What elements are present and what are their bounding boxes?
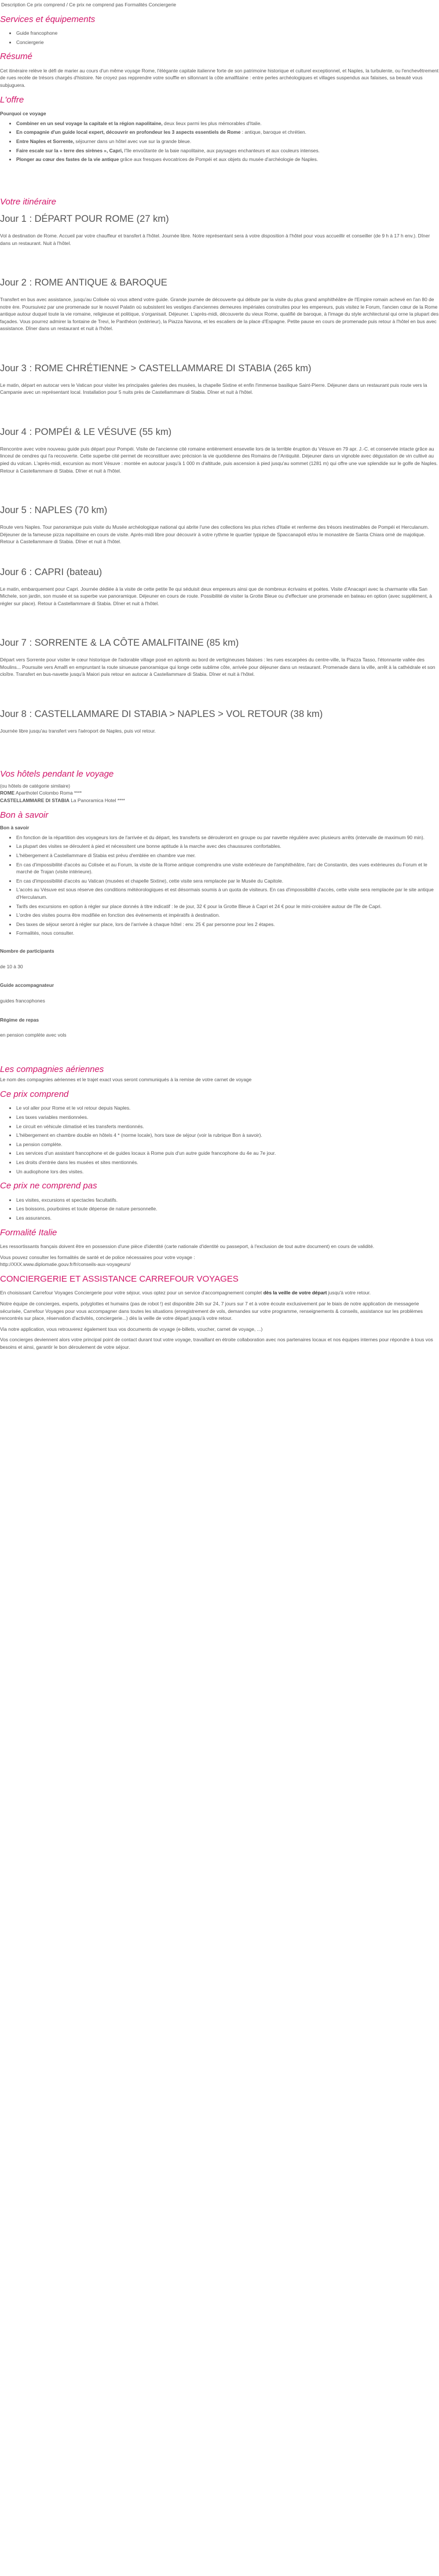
day-title: Jour 8 : CASTELLAMMARE DI STABIA > NAPLES > VOL RETOUR (38 km) [0,708,323,719]
hotels-note: (ou hôtels de catégorie similaire) [0,782,71,789]
conciergerie-p4: Vos concierges deviennent alors votre principal point de contact durant tout votre voyage, travaillant en étroite collaboration avec nos partenaires locaux et nos équipes internes pour répondre à tous vos besoins et ainsi, garantir le bon déroulement de votre séjour. [0,1337,433,1351]
day-text: Journée libre jusqu'au transfert vers l'aéroport de Naples, puis vol retour. [0,727,156,734]
day-8 [0,707,439,734]
day-text: Le matin, départ en autocar vers le Vatican pour visiter les principales galeries des musées, la chapelle Sixtine et enfin l'immense basilique Saint-Pierre. Déjeuner dans un restaurant puis route vers la Campanie avec un représentant local. Installation pour 5 nuits près de Castellammare di Stabia. Dîner et nuit à l'hôtel. [0,382,427,396]
compagnies-title: Les compagnies aériennes [0,1064,104,1074]
conciergerie-p2: Notre équipe de concierges, experts, polyglottes et humains (pas de robot !) est disponible 24h sur 24, 7 jours sur 7 et à votre écoute exclusivement par le biais de notre application de messagerie sécurisée, Carrefour Voyages pour vous accompagner dans toutes les situations (enregistrement de vols, demandes sur votre programme, renseignements & conseils, assistance sur les problèmes rencontrés sur place, réservation d'activités, conciergerie...) dès la veille de votre départ jusqu'à votre retour. [0,1300,423,1322]
conciergerie-section [0,1273,439,1351]
list-item: • Tarifs des excursions en option à régler sur place donnés à titre indicatif : le de jour, 32 € pour la Grotte Bleue à Capri et 24 € pour le mini-croisière autour de l'île de Capri. [16,903,439,910]
resume-text: Cet itinéraire relève le défi de marier au cours d'un même voyage Rome, l'élégante capitale italienne forte de son patrimoine historique et culturel exceptionnel, et Naples, la turbulente, ou l'enchevêtrement de rues recèle de trésors chargés d'histoire. Ne croyez pas repprendre votre souffle en sillonnant la côte amalfitaine : entre perles archéologiques et villages suspendus aux falaises, sa beauté vous subjuguera. [0,67,439,89]
bonasavoir-section [0,809,439,937]
day-text: Route vers Naples. Tour panoramique puis visite du Musée archéologique national qui abrite l'une des collections les plus riches d'Italie et renferme des trésors inestimables de Pompéi et Herculanum. Déjeuner de la fameuse pizza napolitaine en cours de visite. Après-midi libre pour découvrir à votre rythme le quartier typique de Spaccanapoli et/ou le monastère de Santa Chiara orné de majolique. Retour à Castellammare di Stabia. Dîner et nuit à l'hôtel. [0,524,429,545]
list-item: • La plupart des visites se déroulent à pied et nécessitent une bonne aptitude à la marche avec des chaussures confortables. [16,843,439,850]
itineraire-section [0,196,439,735]
day-title: Jour 6 : CAPRI (bateau) [0,566,103,577]
day-text: Le matin, embarquement pour Capri. Journée dédiée à la visite de cette petite île qui séduisit deux empereurs ainsi que de nombreux écrivains et poètes. Visite d'Anacapri avec la charmante villa San Michele, son jardin, son musée et sa superbe vue panoramique. Déjeuner en cours de route. Possibilité de visiter la Grotte Bleue ou d'effectuer une promenade en bateau en option (avec supplément, à régler sur place). Retour à Castellammare di Stabia. Dîner et nuit à l'hôtel. [0,586,432,606]
list-item: • La pension complète. [16,1141,439,1148]
hotel-line [0,797,439,804]
offre-item-text: grâce aux fresques évocatrices de Pompéi et aux objets du musée d'archéologie de Naples. [119,156,319,163]
participants-section [0,947,439,970]
formalite-title: Formalité Italie [0,1227,57,1238]
guide-label: Guide accompagnateur [0,982,54,989]
day-text: Départ vers Sorrente pour visiter le cœur historique de l'adorable village posé en aplomb au bord de vertigineuses falaises : les rues escarpées du centre-ville, la Piazza Tasso, l'étonnante vallée des Moulins... Poursuite vers Amalfi en empruntant la route sinueuse panoramique qui longe cette sublime côte, arrivée pour déjeuner dans un restaurant. Promenade dans la ville, arrêt à la cathédrale et son cloître. Transfert en bus-navette jusqu'à Maiori puis retour en autocar à Castellammare di Stabia. Dîner et nuit à l'hôtel. [0,657,436,678]
hotel-city: CASTELLAMMARE DI STABIA [0,797,69,804]
offre-item-text: deux lieux parmi les plus mémorables d'Italie. [162,120,262,126]
list-item: • Les assurances. [16,1214,439,1222]
list-item: • En fonction de la répartition des voyageurs lors de l'arrivée et du départ, les transferts se dérouleront en groupe ou par navette régulière avec plusieurs arrêts (intervalle de maximum 90 min). [16,834,439,841]
hotel-line [0,789,439,797]
conciergerie-p3: Via notre application, vous retrouverez également tous vos documents de voyage (e-billets, voucher, carnet de voyage, ...) [0,1326,263,1332]
formalite-text-1: Les ressortissants français doivent être en possession d'une pièce d'identité (carte nationale d'identité ou passeport, à l'exclusion de tout autre document) en cours de validité. [0,1243,375,1250]
necomprend-list [0,1196,439,1222]
offre-item-text: séjourner dans un hôtel avec vue sur la grande bleue. [74,138,192,144]
offre-item-text: : antique, baroque et chrétien. [240,129,306,136]
itineraire-title: Votre itinéraire [0,196,56,207]
list-item: • Formalités, nous consulter. [16,930,439,937]
day-text: Transfert en bus avec assistance, jusqu'au Colisée où vous attend votre guide. Grande journée de découverte qui débute par la visite du plus grand amphithéâtre de l'Empire romain achevé en l'an 80 de notre ère. Poursuivez par une promenade sur le nouvel Palatin où subsistent les vestiges d'anciennes demeures impériales construites pour les empereurs, puis visitez le Forum, l'ancien cœur de la Rome antique autour duquel toute la vie romaine, religieuse et politique, s'organisait. Déjeuner. L'après-midi, découverte du vieux Rome, qualifié de baroque, à l'image du style architectural qui orne la plupart des façades. Vous pourrez admirer la fontaine de Trevi, le Panthéon (extérieur), la Piazza Navona, et les escaliers de la place d'Espagne. Petite pause en cours de promenade puis retour à l'hôtel en bus avec assistance. Dîner dans un restaurant et nuit à l'hôtel. [0,297,439,332]
necomprend-title: Ce prix ne comprend pas [0,1181,97,1191]
list-item [16,147,439,155]
offre-item-bold: Combiner en un seul voyage la capitale et la région napolitaine, [16,120,163,126]
offre-item-bold: Faire escale sur la « terre des sirènes », Capri, [16,147,123,153]
regime-value: en pension complète avec vols [0,1032,67,1038]
day-title: Jour 1 : DÉPART POUR ROME (27 km) [0,214,169,225]
hotel-name: La Panoramica Hotel **** [71,797,125,804]
day-title: Jour 2 : ROME ANTIQUE & BAROQUE [0,277,167,288]
services-title: Services et équipements [0,14,96,24]
list-item: • Des taxes de séjour seront à régler sur place, lors de l'arrivée à chaque hôtel : env. 25 € par personne pour les 2 étapes. [16,921,439,928]
list-item [16,138,439,145]
day-text: Rencontre avec votre nouveau guide puis départ pour Pompéi. Visite de l'ancienne cité romaine entièrement ensevelie lors de la terrible éruption du Vésuve en 79 apr. J.-C. et conservée intacte grâce au linceul de cendres qui l'a recouverte. Cette superbe cité permet de reconstituer avec précision la vie quotidienne des Romains de l'Antiquité. Déjeuner dans un vignoble avec dégustation de vin cultivé au pied du volcan. L'après-midi, excursion au mont Vésuve : montée en autocar jusqu'à 1 000 m d'altitude, puis ascension à pied jusqu'au sommet (1281 m) qui offre une vue splendide sur le golfe de Naples. Retour à Castellammare di Stabia. Dîner et nuit à l'hôtel. [0,445,438,474]
list-item [16,156,439,163]
resume-section [0,50,439,89]
offre-section [0,94,439,163]
day-3 [0,361,439,396]
services-section [0,13,439,46]
day-1 [0,212,439,247]
list-item: • Le vol aller pour Rome et le vol retour depuis Naples. [16,1104,439,1112]
compagnies-text: Le nom des compagnies aériennes et le trajet exact vous seront communiqués à la remise de votre carnet de voyage [0,1077,252,1083]
hotel-city: ROME [0,790,15,796]
description-tabs-line: Description Ce prix comprend / Ce prix ne comprend pas Formalités Conciergerie [1,2,177,8]
participants-label: Nombre de participants [0,948,54,954]
comprend-section [0,1088,439,1175]
list-item: • Les boissons, pourboires et toute dépense de nature personnelle. [16,1205,439,1213]
conciergerie-p1-bold: dès la veille de votre départ [263,1290,327,1296]
day-6 [0,565,439,608]
resume-title: Résumé [0,52,32,62]
day-7 [0,636,439,678]
list-item: • Un audiophone lors des visites. [16,1168,439,1176]
conciergerie-p1 [0,1289,439,1297]
guide-value: guides francophones [0,997,45,1004]
conciergerie-p1-post: jusqu'à votre retour. [327,1290,371,1296]
formalite-link[interactable]: http://XXX.www.diplomatie.gouv.fr/fr/conseils-aux-voyageurs/ [0,1261,131,1268]
hotels-section [0,768,439,804]
list-item: • En cas d'impossibilité d'accès au Vatican (musées et chapelle Sixtine), cette visite sera remplacée par le Musée du Capitole. [16,877,439,885]
list-item: • L'hébergement en chambre double en hôtels 4 * (norme locale), hors taxe de séjour (voir la rubrique Bon à savoir). [16,1132,439,1139]
formalite-section [0,1227,439,1268]
list-item: • L'hébergement à Castellammare di Stabia est prévu d'emblée en chambre vue mer. [16,852,439,859]
list-item [16,120,439,127]
bonasavoir-subtitle: Bon à savoir [0,825,30,831]
participants-value: de 10 à 30 [0,963,23,969]
list-item [16,129,439,136]
list-item: • Les droits d'entrée dans les musées et sites mentionnés. [16,1159,439,1166]
offre-list [0,120,439,163]
list-item: • Le circuit en véhicule climatisé et les transferts mentionnés. [16,1123,439,1130]
comprend-list [0,1104,439,1175]
day-title: Jour 3 : ROME CHRÉTIENNE > CASTELLAMMARE DI STABIA (265 km) [0,363,312,374]
offre-item-bold: Plonger au cœur des fastes de la vie antique [16,156,119,163]
hotel-name: Aparthotel Colombo Roma **** [16,790,82,796]
comprend-title: Ce prix comprend [0,1089,69,1099]
list-item: • Conciergerie [16,39,439,46]
day-title: Jour 5 : NAPLES (70 km) [0,505,108,516]
day-2 [0,276,439,332]
list-item: • Les taxes variables mentionnées. [16,1114,439,1121]
conciergerie-p1-pre: En choisissant Carrefour Voyages Conciergerie pour votre séjour, vous optez pour un service d'accompagnement complet [0,1290,264,1296]
necomprend-section [0,1180,439,1221]
list-item: • Guide francophone [16,30,439,37]
list-item: • En cas d'impossibilité d'accès au Colisée et au Forum, la visite de la Rome antique comprendra une visite extérieure de l'amphithéâtre, l'arc de Constantin, des vues extérieures du Forum et le marché de Trajan (visite intérieure). [16,861,439,876]
services-list [0,30,439,46]
regime-section [0,1016,439,1039]
list-item: • Les visites, excursions et spectacles facultatifs. [16,1196,439,1204]
day-text: Vol à destination de Rome. Accueil par votre chauffeur et transfert à l'hôtel. Journée libre. Notre représentant sera à votre disposition à l'hôtel pour vous accueillir et conseiller (de 9 h à 17 h env.). Dîner dans un restaurant. Nuit à l'hôtel. [0,233,430,246]
bonasavoir-title: Bon à savoir [0,810,49,820]
day-title: Jour 7 : SORRENTE & LA CÔTE AMALFITAINE (85 km) [0,638,239,649]
page [0,1,439,1360]
offre-item-bold: En compagnie d'un guide local expert, découvrir en profondeur les 3 aspects essentiels de Rome [16,129,241,136]
offre-title: L'offre [0,94,24,105]
day-5 [0,503,439,546]
offre-item-text: l'île envoûtante de la baie napolitaine, aux paysages enchanteurs et aux couleurs intenses. [123,147,320,153]
bonasavoir-list [0,834,439,937]
hotels-title: Vos hôtels pendant le voyage [0,769,114,780]
list-item: • Les services d'un assistant francophone et de guides locaux à Rome puis d'un autre guide francophone du 4e au 7e jour. [16,1150,439,1157]
list-item: • L'ordre des visites pourra être modifiée en fonction des événements et impératifs à destination. [16,912,439,919]
compagnies-section [0,1063,439,1084]
offre-item-bold: Entre Naples et Sorrente, [16,138,75,144]
formalite-text-2: Vous pouvez consulter les formalités de santé et de police nécessaires pour votre voyage : [0,1254,195,1260]
day-4 [0,425,439,474]
list-item: • L'accès au Vésuve est sous réserve des conditions météorologiques et est désormais soumis à un quota de visiteurs. En cas d'impossibilité d'accès, cette visite sera remplacée par le site antique d'Herculanum. [16,886,439,901]
conciergerie-title: CONCIERGERIE ET ASSISTANCE CARREFOUR VOYAGES [0,1274,239,1284]
offre-subtitle: Pourquoi ce voyage [0,111,46,117]
regime-label: Régime de repas [0,1016,39,1023]
guide-section [0,982,439,1004]
day-title: Jour 4 : POMPÉI & LE VÉSUVE (55 km) [0,427,172,438]
